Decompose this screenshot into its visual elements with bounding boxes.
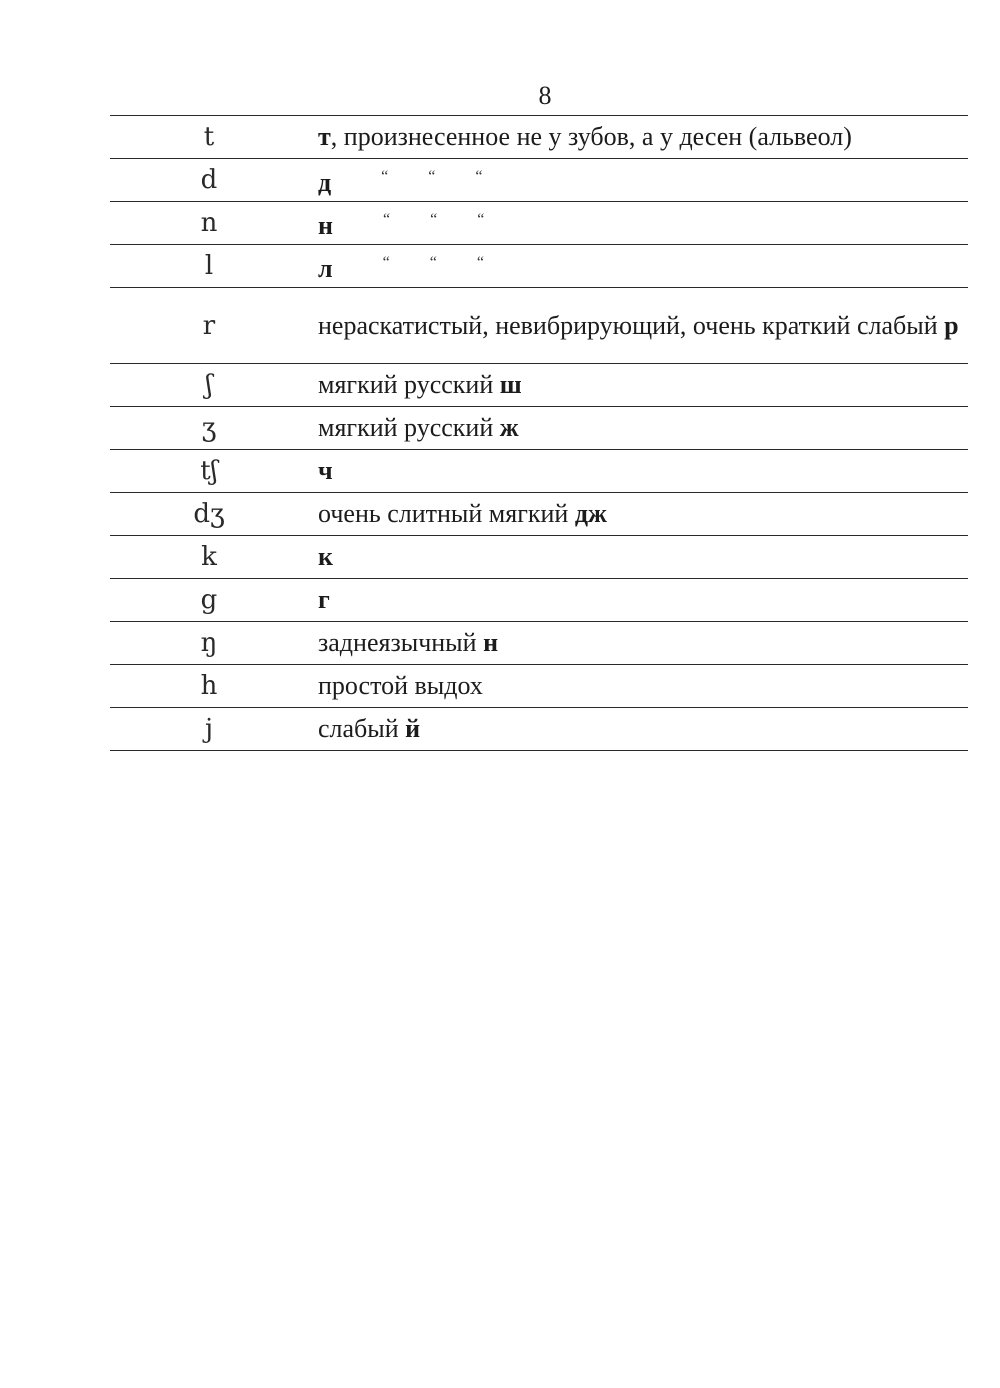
description [308, 627, 968, 659]
ipa-symbol: t [203, 122, 215, 152]
ditto-mark: “ [382, 254, 390, 271]
description [308, 369, 968, 401]
description-bold: ч [318, 456, 333, 485]
table-row [110, 202, 968, 245]
description-text: мягкий русский [318, 413, 500, 442]
ditto-mark: “ [382, 211, 391, 228]
description-bold: р [944, 310, 959, 340]
table-row [110, 159, 968, 202]
ipa-symbol: j [204, 714, 214, 744]
description [308, 161, 968, 199]
table-row [110, 665, 968, 708]
ipa-symbol: ʒ [201, 413, 217, 443]
description-bold: л [318, 254, 333, 283]
description-text: мягкий русский [318, 370, 500, 399]
description-bold: т [318, 122, 331, 151]
ipa-symbol: d [200, 165, 218, 195]
ditto-mark: “ [475, 168, 483, 185]
description-bold: дж [574, 499, 607, 528]
description [308, 121, 968, 153]
table-row [110, 622, 968, 665]
ipa-symbol: l [204, 251, 214, 281]
table-row [110, 536, 968, 579]
description-bold: ш [499, 370, 522, 399]
ipa-symbol: tʃ [200, 456, 218, 486]
description-bold: г [318, 585, 330, 614]
description [308, 247, 968, 285]
description-bold: н [318, 211, 333, 240]
ditto-mark: “ [428, 168, 436, 185]
description-text: простой выдох [318, 671, 483, 700]
description [308, 412, 968, 444]
description [308, 670, 968, 702]
description-bold: к [318, 542, 333, 571]
description [308, 498, 968, 530]
ipa-symbol: h [200, 671, 218, 701]
ipa-symbol: r [202, 310, 216, 341]
description-text: нераскатистый, невибрирующий, очень краткий слабый [318, 310, 945, 340]
description-text: слабый [318, 714, 406, 743]
description [308, 455, 968, 487]
description [308, 541, 968, 573]
table-row [110, 450, 968, 493]
ipa-symbol: dʒ [193, 499, 225, 529]
ipa-symbol: n [200, 208, 218, 238]
ipa-symbol: ʃ [205, 370, 213, 400]
ipa-symbol: ŋ [200, 628, 218, 658]
table-row [110, 407, 968, 450]
description-bold: ж [499, 413, 519, 442]
table-row [110, 116, 968, 159]
description-text: очень слитный мягкий [318, 499, 575, 528]
description-bold: н [483, 628, 499, 657]
table-row [110, 245, 968, 288]
description [308, 584, 968, 616]
ditto-mark: “ [381, 168, 389, 185]
ipa-symbol: k [201, 542, 217, 572]
description-bold: й [405, 714, 421, 743]
ditto-mark: “ [477, 211, 485, 228]
ipa-symbol: g [200, 585, 218, 615]
description [308, 310, 968, 342]
description [308, 204, 968, 242]
description-text: заднеязычный [318, 628, 484, 657]
table-row [110, 579, 968, 622]
description [308, 713, 968, 745]
table-row [110, 288, 968, 364]
description-bold: д [318, 168, 332, 197]
table-row [110, 364, 968, 407]
phonetic-table [110, 115, 968, 751]
table-row [110, 493, 968, 536]
ditto-mark: “ [430, 211, 438, 228]
table-row [110, 708, 968, 751]
page-number: 8 [538, 81, 552, 110]
ditto-mark: “ [476, 254, 484, 271]
ditto-mark: “ [429, 254, 437, 271]
description-text-after: , произнесенное не у зубов, а у десен (альвеол) [330, 122, 852, 151]
